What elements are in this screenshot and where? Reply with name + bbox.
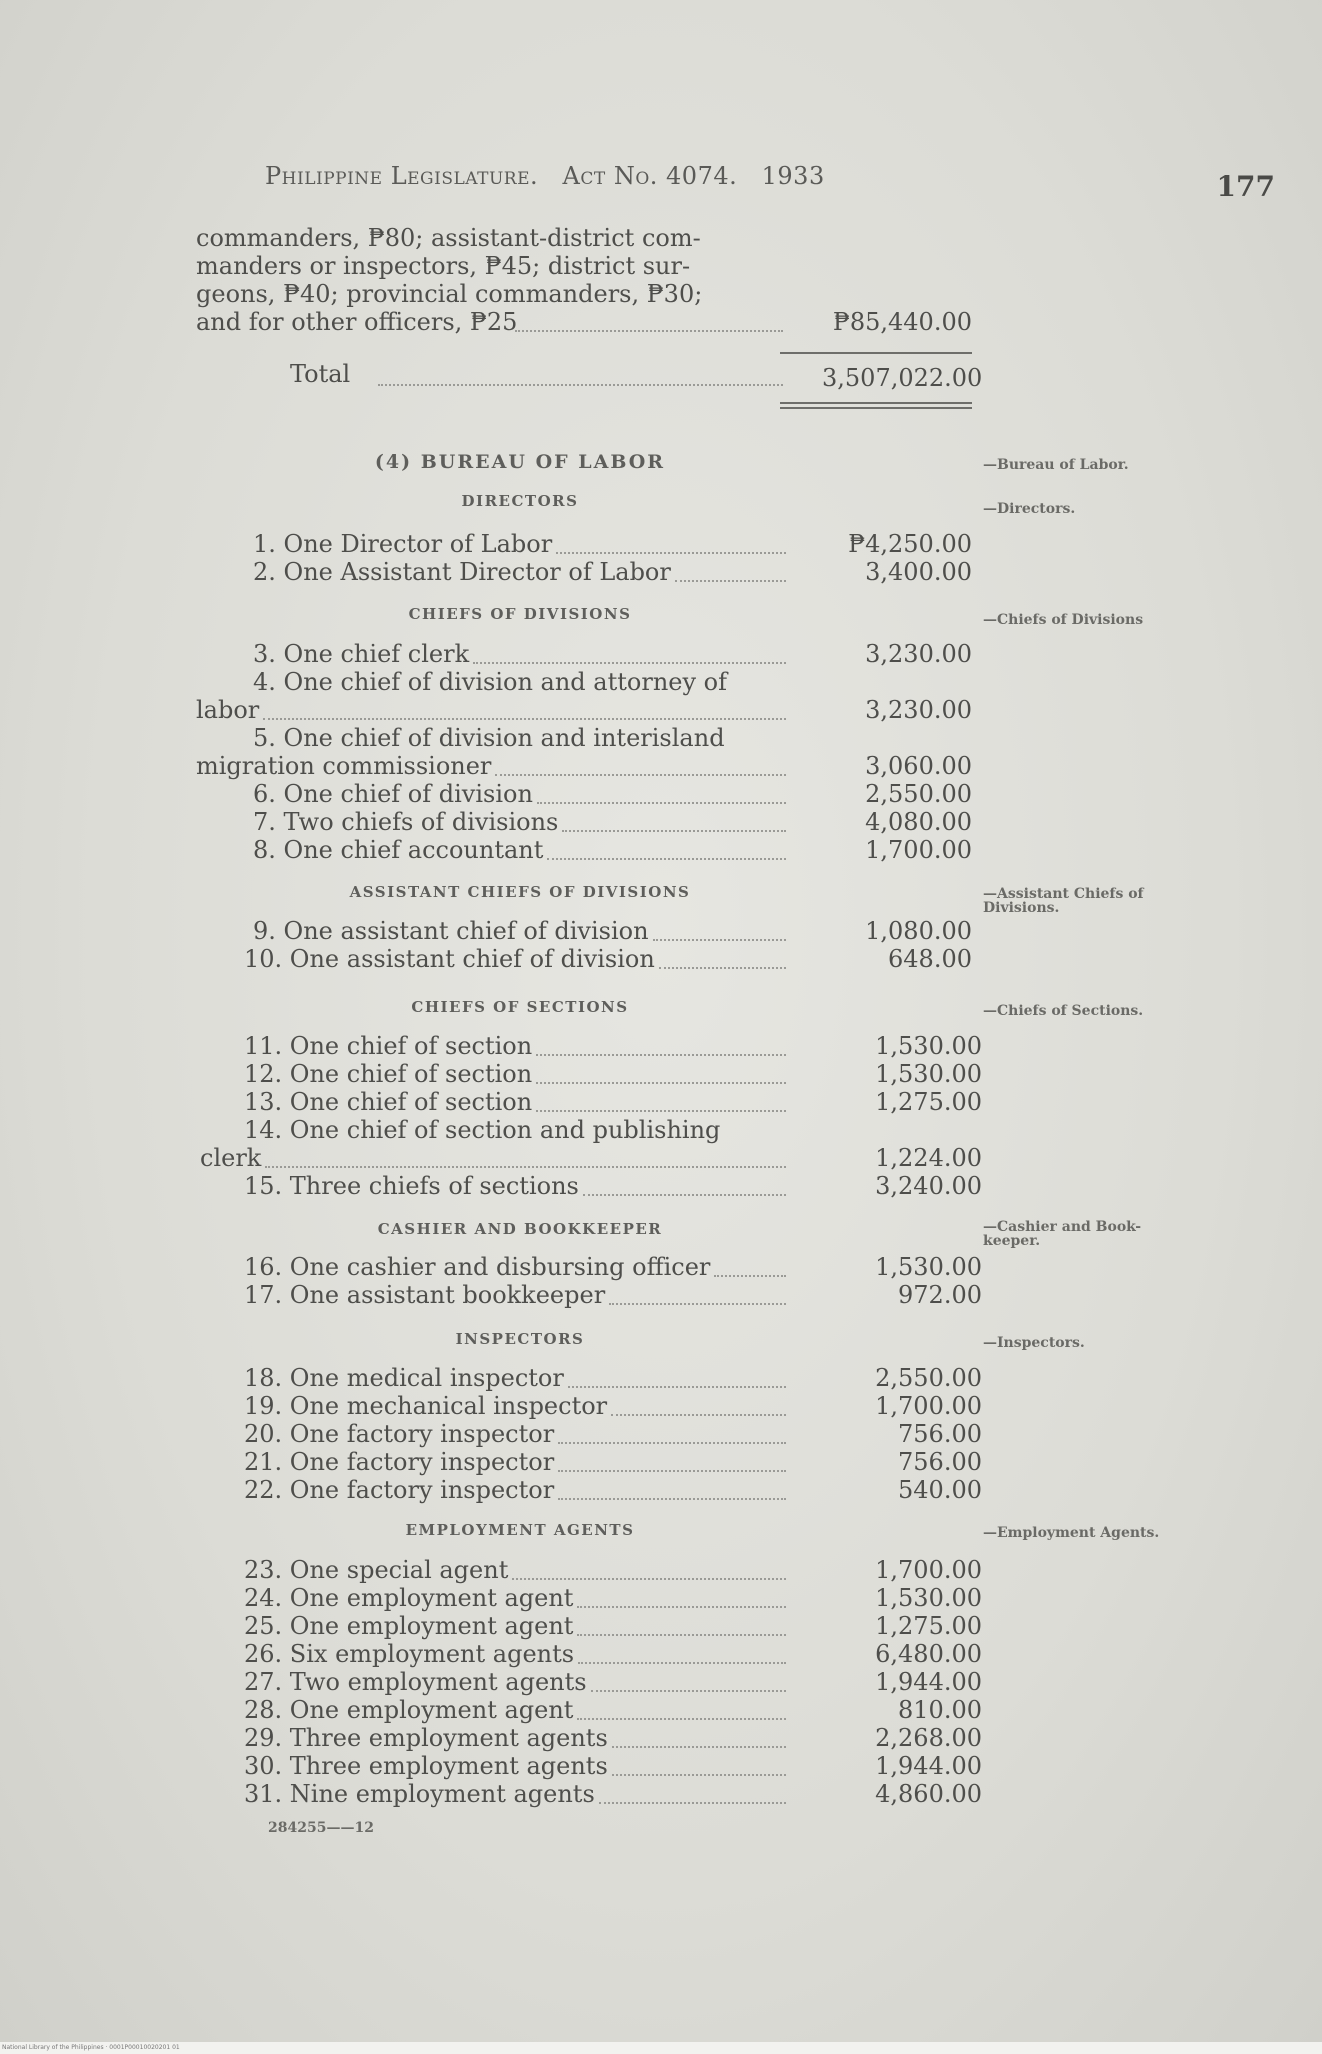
bureau-margin-note: —Bureau of Labor. — [983, 457, 1129, 473]
item-amount: 1,700.00 — [875, 1556, 982, 1584]
item-amount: 1,530.00 — [875, 1060, 982, 1088]
item-amount: 1,530.00 — [875, 1584, 982, 1612]
section-margin-note: —Employment Agents. — [983, 1525, 1160, 1541]
intro-amount: ₱85,440.00 — [832, 308, 972, 336]
leader-dots — [675, 580, 786, 582]
leader-dots — [609, 1303, 786, 1305]
item-description: 5. One chief of division and interisland — [253, 724, 725, 752]
item-amount: 1,700.00 — [875, 1392, 982, 1420]
item-description-continued: clerk — [200, 1144, 262, 1172]
item-description: 30. Three employment agents — [244, 1752, 608, 1780]
item-amount: 1,944.00 — [875, 1752, 982, 1780]
leader-dots — [577, 1606, 786, 1608]
section-heading: INSPECTORS — [455, 1330, 585, 1348]
intro-line-4: and for other officers, ₱25 — [196, 308, 518, 336]
item-description: 9. One assistant chief of division — [253, 917, 649, 945]
item-description: 14. One chief of section and publishing — [244, 1116, 721, 1144]
item-description: 29. Three employment agents — [244, 1724, 608, 1752]
leader-dots — [536, 1110, 786, 1112]
item-description: 10. One assistant chief of division — [244, 945, 655, 973]
intro-line-3: geons, ₱40; provincial commanders, ₱30; — [196, 280, 703, 308]
item-amount: ₱4,250.00 — [848, 530, 972, 558]
intro-leader-dots — [515, 330, 783, 332]
leader-dots — [537, 802, 786, 804]
intro-line-1: commanders, ₱80; assistant-district com- — [196, 224, 701, 252]
item-amount: 648.00 — [888, 945, 972, 973]
item-description: 1. One Director of Labor — [253, 530, 553, 558]
item-description: 26. Six employment agents — [244, 1640, 575, 1668]
total-amount: 3,507,022.00 — [822, 364, 983, 392]
item-amount: 2,268.00 — [875, 1724, 982, 1752]
section-heading: EMPLOYMENT AGENTS — [405, 1521, 635, 1539]
item-description: 6. One chief of division — [253, 780, 533, 808]
leader-dots — [263, 718, 786, 720]
item-amount: 1,530.00 — [875, 1253, 982, 1281]
item-description: 13. One chief of section — [244, 1088, 533, 1116]
total-rule-1 — [780, 402, 972, 404]
leader-dots — [536, 1082, 786, 1084]
section-heading: ASSISTANT CHIEFS OF DIVISIONS — [349, 883, 691, 901]
leader-dots — [577, 1634, 786, 1636]
item-description: 23. One special agent — [244, 1556, 509, 1584]
item-amount: 756.00 — [898, 1420, 982, 1448]
leader-dots — [578, 1662, 786, 1664]
leader-dots — [265, 1166, 786, 1168]
item-amount: 2,550.00 — [865, 780, 972, 808]
item-amount: 2,550.00 — [875, 1364, 982, 1392]
running-head-act: Act No. 4074. — [562, 162, 738, 190]
leader-dots — [611, 1414, 786, 1416]
scan-strip: National Library of the Philippines · 0001P00010020201 01 — [0, 2042, 1322, 2054]
item-description: 17. One assistant bookkeeper — [244, 1281, 606, 1309]
section-margin-note: —Chiefs of Divisions — [983, 612, 1144, 628]
item-amount: 1,944.00 — [875, 1668, 982, 1696]
total-label: Total — [290, 360, 351, 388]
section-margin-note: —Cashier and Book-keeper. — [983, 1219, 1142, 1249]
leader-dots — [583, 1194, 786, 1196]
item-description: 11. One chief of section — [244, 1032, 533, 1060]
section-heading: CHIEFS OF SECTIONS — [411, 998, 629, 1016]
total-leader-dots — [378, 384, 783, 386]
leader-dots — [495, 774, 786, 776]
leader-dots — [591, 1690, 786, 1692]
leader-dots — [568, 1386, 786, 1388]
running-head — [265, 162, 825, 190]
leader-dots — [473, 662, 786, 664]
item-amount: 1,530.00 — [875, 1032, 982, 1060]
section-heading: DIRECTORS — [461, 492, 579, 510]
item-description: 24. One employment agent — [244, 1584, 574, 1612]
page-number: 177 — [1216, 170, 1275, 203]
printer-signature: 284255——12 — [268, 1820, 374, 1836]
section-heading: CASHIER AND BOOKKEEPER — [377, 1220, 663, 1238]
item-amount: 756.00 — [898, 1448, 982, 1476]
leader-dots — [558, 1470, 786, 1472]
leader-dots — [558, 1442, 786, 1444]
leader-dots — [562, 830, 786, 832]
leader-dots — [599, 1802, 786, 1804]
item-amount: 1,700.00 — [865, 836, 972, 864]
item-amount: 3,230.00 — [865, 696, 972, 724]
leader-dots — [612, 1746, 786, 1748]
section-margin-note: —Directors. — [983, 501, 1076, 517]
leader-dots — [558, 1498, 786, 1500]
section-margin-note: —Inspectors. — [983, 1335, 1085, 1351]
item-description-continued: labor — [196, 696, 260, 724]
section-margin-note: —Assistant Chiefs of Divisions. — [983, 886, 1144, 916]
item-description: 20. One factory inspector — [244, 1420, 555, 1448]
item-description: 3. One chief clerk — [253, 640, 470, 668]
item-description: 2. One Assistant Director of Labor — [253, 558, 671, 586]
item-description: 18. One medical inspector — [244, 1364, 564, 1392]
page-header — [265, 162, 1275, 202]
running-head-year: 1933 — [761, 162, 825, 190]
item-amount: 810.00 — [898, 1696, 982, 1724]
leader-dots — [547, 858, 786, 860]
leader-dots — [577, 1718, 786, 1720]
leader-dots — [612, 1774, 786, 1776]
running-head-legislature: Philippine Legislature. — [265, 162, 539, 190]
leader-dots — [659, 967, 786, 969]
section-margin-note: —Chiefs of Sections. — [983, 1003, 1144, 1019]
leader-dots — [714, 1275, 786, 1277]
item-description: 4. One chief of division and attorney of — [253, 668, 727, 696]
leader-dots — [556, 552, 786, 554]
total-rule-2 — [780, 407, 972, 409]
item-description: 22. One factory inspector — [244, 1476, 555, 1504]
item-amount: 1,275.00 — [875, 1088, 982, 1116]
item-description: 16. One cashier and disbursing officer — [244, 1253, 711, 1281]
item-amount: 3,240.00 — [875, 1172, 982, 1200]
item-description: 27. Two employment agents — [244, 1668, 587, 1696]
leader-dots — [512, 1578, 786, 1580]
item-amount: 3,060.00 — [865, 752, 972, 780]
section-heading: CHIEFS OF DIVISIONS — [408, 605, 632, 623]
item-description: 8. One chief accountant — [253, 836, 544, 864]
item-description: 31. Nine employment agents — [244, 1780, 595, 1808]
item-description: 7. Two chiefs of divisions — [253, 808, 559, 836]
item-amount: 3,230.00 — [865, 640, 972, 668]
item-amount: 972.00 — [898, 1281, 982, 1309]
bureau-heading: (4) BUREAU OF LABOR — [374, 451, 666, 473]
item-amount: 6,480.00 — [875, 1640, 982, 1668]
item-description: 15. Three chiefs of sections — [244, 1172, 579, 1200]
item-amount: 1,275.00 — [875, 1612, 982, 1640]
subtotal-rule — [780, 352, 972, 354]
intro-line-2: manders or inspectors, ₱45; district sur- — [196, 252, 691, 280]
item-amount: 4,080.00 — [865, 808, 972, 836]
item-description: 12. One chief of section — [244, 1060, 533, 1088]
item-description: 19. One mechanical inspector — [244, 1392, 608, 1420]
leader-dots — [536, 1054, 786, 1056]
item-amount: 1,080.00 — [865, 917, 972, 945]
item-amount: 1,224.00 — [875, 1144, 982, 1172]
item-description-continued: migration commissioner — [196, 752, 492, 780]
leader-dots — [653, 939, 786, 941]
item-amount: 4,860.00 — [875, 1780, 982, 1808]
item-amount: 540.00 — [898, 1476, 982, 1504]
item-description: 21. One factory inspector — [244, 1448, 555, 1476]
item-description: 28. One employment agent — [244, 1696, 574, 1724]
item-description: 25. One employment agent — [244, 1612, 574, 1640]
item-amount: 3,400.00 — [865, 558, 972, 586]
